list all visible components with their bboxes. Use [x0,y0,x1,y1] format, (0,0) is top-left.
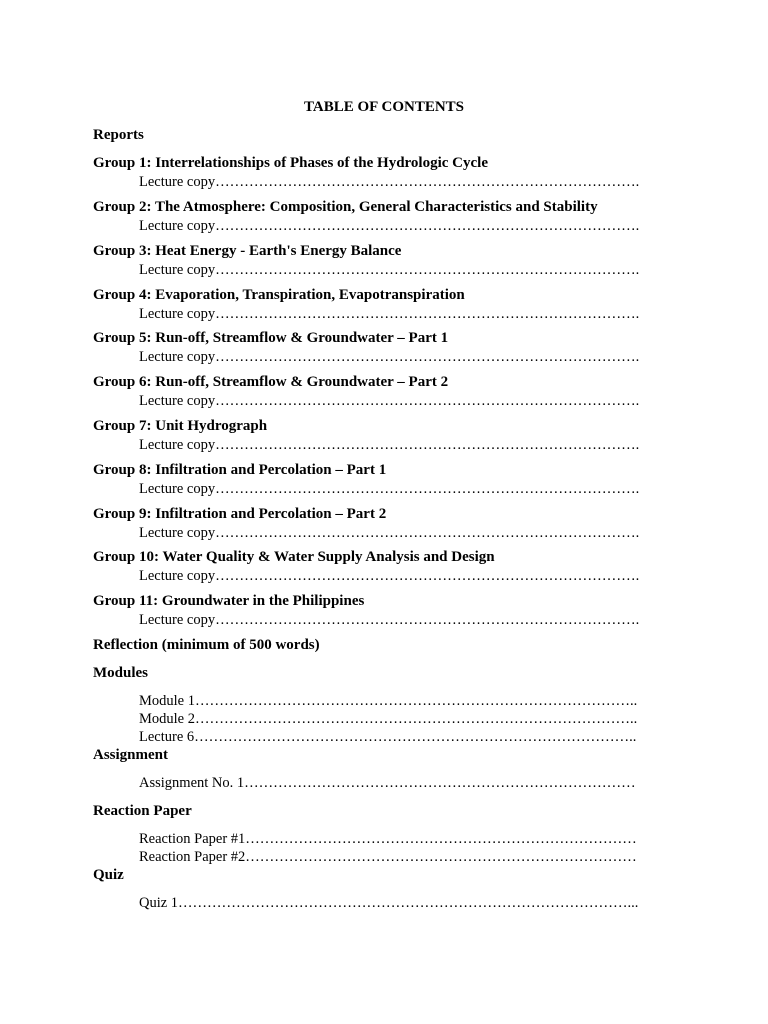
module-2-entry: Module 2……………………………………………………………………………….. [139,711,638,727]
quiz-heading: Quiz [93,867,124,883]
assignment-1-entry: Assignment No. 1……………………………………………………………………… [139,775,636,791]
modules-heading: Modules [93,665,149,681]
group-11-heading: Group 11: Groundwater in the Philippines [93,593,365,609]
group-2-lecture-copy: Lecture copy……………………………………………………………………………. [139,218,640,234]
group-8-heading: Group 8: Infiltration and Percolation – Part 1 [93,462,387,478]
group-7-lecture-copy: Lecture copy……………………………………………………………………………. [139,437,640,453]
module-1-entry: Module 1……………………………………………………………………………….. [139,693,638,709]
group-9-lecture-copy: Lecture copy……………………………………………………………………………. [139,525,640,541]
group-5-lecture-copy: Lecture copy……………………………………………………………………………. [139,349,640,365]
reflection-heading: Reflection (minimum of 500 words) [93,637,320,653]
group-4-lecture-copy: Lecture copy……………………………………………………………………………. [139,306,640,322]
group-6-heading: Group 6: Run-off, Streamflow & Groundwater – Part 2 [93,374,449,390]
reaction-paper-2-entry: Reaction Paper #2……………………………………………………………………… [139,849,637,865]
group-1-heading: Group 1: Interrelationships of Phases of the Hydrologic Cycle [93,155,488,171]
group-10-heading: Group 10: Water Quality & Water Supply Analysis and Design [93,549,495,565]
group-4-heading: Group 4: Evaporation, Transpiration, Evapotranspiration [93,287,465,303]
group-3-lecture-copy: Lecture copy……………………………………………………………………………. [139,262,640,278]
group-2-heading: Group 2: The Atmosphere: Composition, General Characteristics and Stability [93,199,598,215]
group-7-heading: Group 7: Unit Hydrograph [93,418,268,434]
group-3-heading: Group 3: Heat Energy - Earth's Energy Balance [93,243,402,259]
group-11-lecture-copy: Lecture copy……………………………………………………………………………. [139,612,640,628]
group-6-lecture-copy: Lecture copy……………………………………………………………………………. [139,393,640,409]
group-1-lecture-copy: Lecture copy……………………………………………………………………………. [139,174,640,190]
page-title: TABLE OF CONTENTS [303,99,465,115]
reaction-paper-heading: Reaction Paper [93,803,192,819]
reports-heading: Reports [93,127,144,143]
reaction-paper-1-entry: Reaction Paper #1……………………………………………………………………… [139,831,637,847]
assignment-heading: Assignment [93,747,169,763]
group-10-lecture-copy: Lecture copy……………………………………………………………………………. [139,568,640,584]
lecture-6-entry: Lecture 6……………………………………………………………………………….. [139,729,637,745]
group-8-lecture-copy: Lecture copy……………………………………………………………………………. [139,481,640,497]
group-5-heading: Group 5: Run-off, Streamflow & Groundwater – Part 1 [93,330,449,346]
group-9-heading: Group 9: Infiltration and Percolation – Part 2 [93,506,387,522]
quiz-1-entry: Quiz 1…………………………………………………………………………………... [139,895,639,911]
